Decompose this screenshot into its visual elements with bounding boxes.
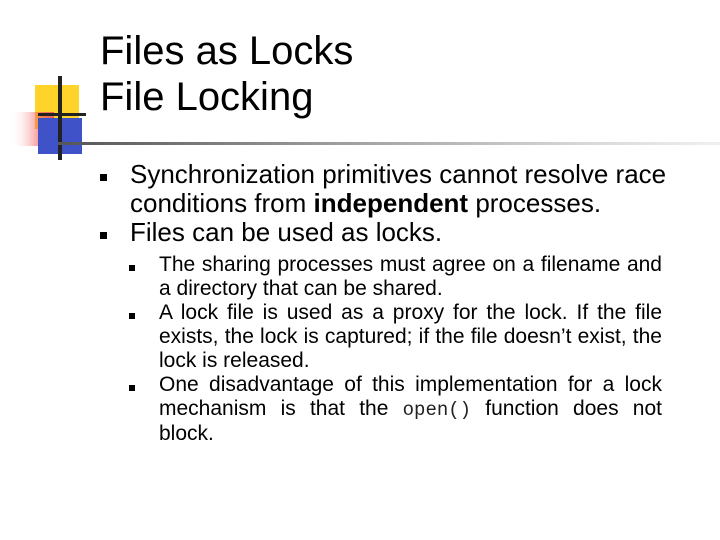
bullet-text: processes.: [468, 188, 602, 218]
bullet-text: Synchronization primitives cannot resolve race conditions from: [130, 159, 667, 218]
sub-bullet-list: [100, 253, 710, 446]
bullet-square-icon: [129, 265, 135, 271]
bullet-text: Files can be used as locks.: [130, 217, 443, 247]
decor-horizontal-line: [38, 113, 86, 116]
sub-bullet-text: A lock file is used as a proxy for the lock. If the file exists, the lock is captured; if the file doesn’t exist, the lock is released.: [159, 301, 662, 372]
sub-bullet-text: function does not block.: [159, 397, 662, 445]
sub-bullet-item: [129, 301, 662, 373]
bullet-emphasis: independent: [313, 188, 469, 218]
title-line-1: Files as Locks: [100, 29, 354, 73]
bullet-item: [100, 218, 710, 247]
bullet-square-icon: [100, 174, 107, 181]
slide-title: [100, 28, 353, 120]
bullet-item: [100, 160, 710, 218]
bullet-square-icon: [100, 232, 107, 239]
bullet-square-icon: [129, 313, 135, 319]
title-line-2: File Locking: [100, 75, 314, 119]
code-snippet: open(): [402, 399, 472, 421]
bullet-square-icon: [129, 385, 135, 391]
sub-bullet-text: One disadvantage of this implementation for a lock mechanism is that the: [159, 373, 662, 420]
sub-bullet-item: [129, 373, 662, 446]
sub-bullet-text: The sharing processes must agree on a filename and a directory that can be shared.: [159, 253, 662, 300]
decor-vertical-line: [58, 76, 62, 160]
title-underline: [58, 142, 720, 145]
bullet-list: [100, 160, 710, 446]
sub-bullet-item: [129, 253, 662, 301]
